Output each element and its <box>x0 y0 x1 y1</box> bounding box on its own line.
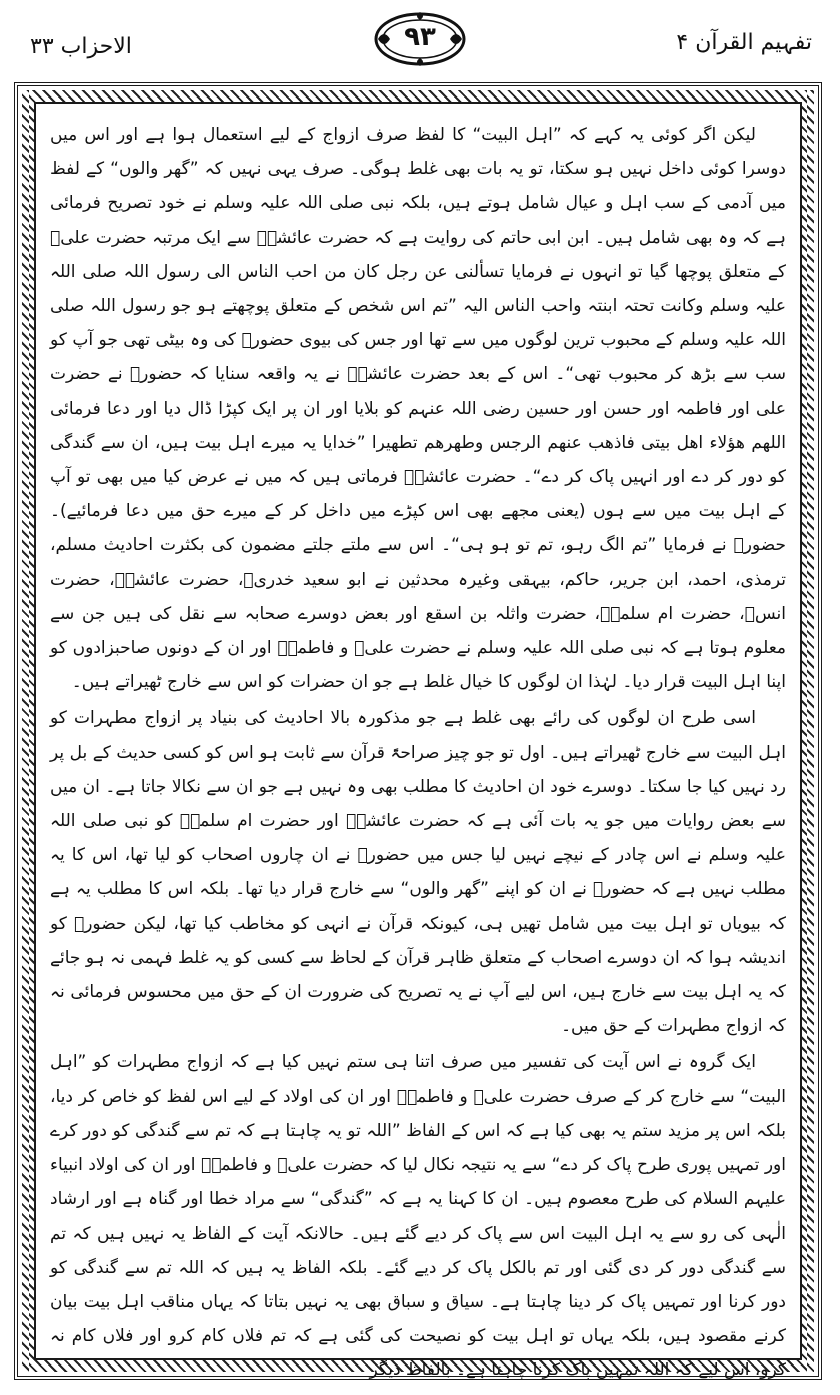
page-header <box>0 0 840 80</box>
paragraph: ایک گروہ نے اس آیت کی تفسیر میں صرف اتنا ہی ستم نہیں کیا ہے کہ ازواج مطہرات کو ”اہل البیت“ سے خارج کر کے صرف حضرت علیؓ و فاطمہؓ اور ان کی اولاد کے لیے اس لفظ کو خاص کر دیا، بلکہ اس پر مزید ستم یہ بھی کیا ہے کہ اس کے الفاظ ”اللہ تو یہ چاہتا ہے کہ تم سے گندگی کو دور کرے اور تمہیں پوری طرح پاک کر دے“ سے یہ نتیجہ نکال لیا کہ حضرت علیؓ و فاطمہؓ اور ان کی اولاد انبیاء علیہم السلام کی طرح معصوم ہیں۔ ان کا کہنا یہ ہے کہ ”گندگی“ سے مراد خطا اور گناہ ہے اور ارشاد الٰہی کی رو سے یہ اہل البیت اس سے پاک کر دیے گئے ہیں۔ حالانکہ آیت کے الفاظ یہ نہیں ہیں کہ تم سے گندگی دور کر دی گئی اور تم بالکل پاک کر دیے گئے۔ بلکہ الفاظ یہ ہیں کہ اللہ تم سے گندگی کو دور کرنا اور تمہیں پاک کر دینا چاہتا ہے۔ سیاق و سباق بھی یہ نہیں بتاتا کہ یہاں مناقب اہل بیت بیان کرنے مقصود ہیں، بلکہ یہاں تو اہل بیت کو نصیحت کی گئی ہے کہ تم فلاں کام کرو اور فلاں کام نہ کرو، اس لیے کہ اللہ تمہیں پاک کرنا چاہتا ہے۔ بالفاظ دیگر <box>50 1052 786 1381</box>
paragraph: اسی طرح ان لوگوں کی رائے بھی غلط ہے جو مذکورہ بالا احادیث کی بنیاد پر ازواج مطہرات کو اہل البیت سے خارج ٹھیراتے ہیں۔ اول تو جو چیز صراحۃً قرآن سے ثابت ہو اس کو کسی حدیث کے بل پر رد نہیں کیا جا سکتا۔ دوسرے خود ان احادیث کا مطلب بھی وہ نہیں ہے جو ان سے نکالا جاتا ہے۔ ان میں سے بعض روایات میں جو یہ بات آئی ہے کہ حضرت عائشہؓ اور حضرت ام سلمہؓ کو نبی صلی اللہ علیہ وسلم نے اس چادر کے نیچے نہیں لیا جس میں حضورؐ نے ان چاروں اصحاب کو لیا تھا، اس کا یہ مطلب نہیں ہے کہ حضورؐ نے ان کو اپنے ”گھر والوں“ سے خارج قرار دیا تھا۔ بلکہ اس کا مطلب یہ ہے کہ بیویاں تو اہل بیت میں شامل تھیں ہی، کیونکہ قرآن نے انہی کو مخاطب کیا تھا، لیکن حضورؐ کو اندیشہ ہوا کہ ان دوسرے اصحاب کے متعلق ظاہر قرآن کے لحاظ سے کسی کو یہ غلط فہمی نہ ہو جائے کہ یہ اہل بیت سے خارج ہیں، اس لیے آپ نے یہ تصریح کی ضرورت ان کے حق میں محسوس فرمائی نہ کہ ازواج مطہرات کے حق میں۔ <box>50 708 786 1037</box>
book-title: تفہیم القرآن ۴ <box>676 30 812 55</box>
page-number-badge <box>372 10 468 68</box>
page-number: ۹۳ <box>404 22 436 52</box>
surah-reference: الاحزاب ۳۳ <box>30 34 132 59</box>
paragraph: لیکن اگر کوئی یہ کہے کہ ”اہل البیت“ کا لفظ صرف ازواج کے لیے استعمال ہوا ہے اور اس میں دوسرا کوئی داخل نہیں ہو سکتا، تو یہ بات بھی غلط ہوگی۔ صرف یہی نہیں کہ ”گھر والوں“ کے لفظ میں آدمی کے سب اہل و عیال شامل ہوتے ہیں، بلکہ نبی صلی اللہ علیہ وسلم نے خود تصریح فرمائی ہے کہ وہ بھی شامل ہیں۔ ابن ابی حاتم کی روایت ہے کہ حضرت عائشہؓ سے ایک مرتبہ حضرت علیؓ کے متعلق پوچھا گیا تو انہوں نے فرمایا تسألنی عن رجل کان من احب الناس الی رسول اللہ صلی اللہ علیہ وسلم وکانت تحتہ ابنتہ واحب الناس الیہ ”تم اس شخص کے متعلق پوچھتے ہو جو رسول اللہ صلی اللہ علیہ وسلم کے محبوب ترین لوگوں میں سے تھا اور جس کی بیوی حضورؐ کی وہ بیٹی تھی جو آپ کو سب سے بڑھ کر محبوب تھی“۔ اس کے بعد حضرت عائشہؓ نے یہ واقعہ سنایا کہ حضورؐ نے حضرت علی اور فاطمہ اور حسن اور حسین رضی اللہ عنہم کو بلایا اور ان پر ایک کپڑا ڈال دیا اور دعا فرمائی اللھم ھؤلاء اھل بیتی فاذھب عنھم الرجس وطھرھم تطھیرا ”خدایا یہ میرے اہل بیت ہیں، ان سے گندگی کو دور کر دے اور انہیں پاک کر دے“۔ حضرت عائشہؓ فرماتی ہیں کہ میں نے عرض کیا میں بھی تو آپ کے اہل بیت میں سے ہوں (یعنی مجھے بھی اس کپڑے میں داخل کر کے میرے حق میں دعا فرمائیے)۔ حضورؐ نے فرمایا ”تم الگ رہو، تم تو ہو ہی“۔ اس سے ملتے جلتے مضمون کی بکثرت احادیث مسلم، ترمذی، احمد، ابن جریر، حاکم، بیہقی وغیرہ محدثین نے ابو سعید خدریؓ، حضرت عائشہؓ، حضرت انسؓ، حضرت ام سلمہؓ، حضرت واثلہ بن اسقع اور بعض دوسرے صحابہ سے نقل کی ہیں جن سے معلوم ہوتا ہے کہ نبی صلی اللہ علیہ وسلم نے حضرت علیؓ و فاطمہؓ اور ان کے دونوں صاحبزادوں کو اپنا اہل البیت قرار دیا۔ لہٰذا ان لوگوں کا خیال غلط ہے جو ان حضرات کو اس سے خارج ٹھیراتے ہیں۔ <box>50 125 786 693</box>
body-text <box>50 118 786 1381</box>
